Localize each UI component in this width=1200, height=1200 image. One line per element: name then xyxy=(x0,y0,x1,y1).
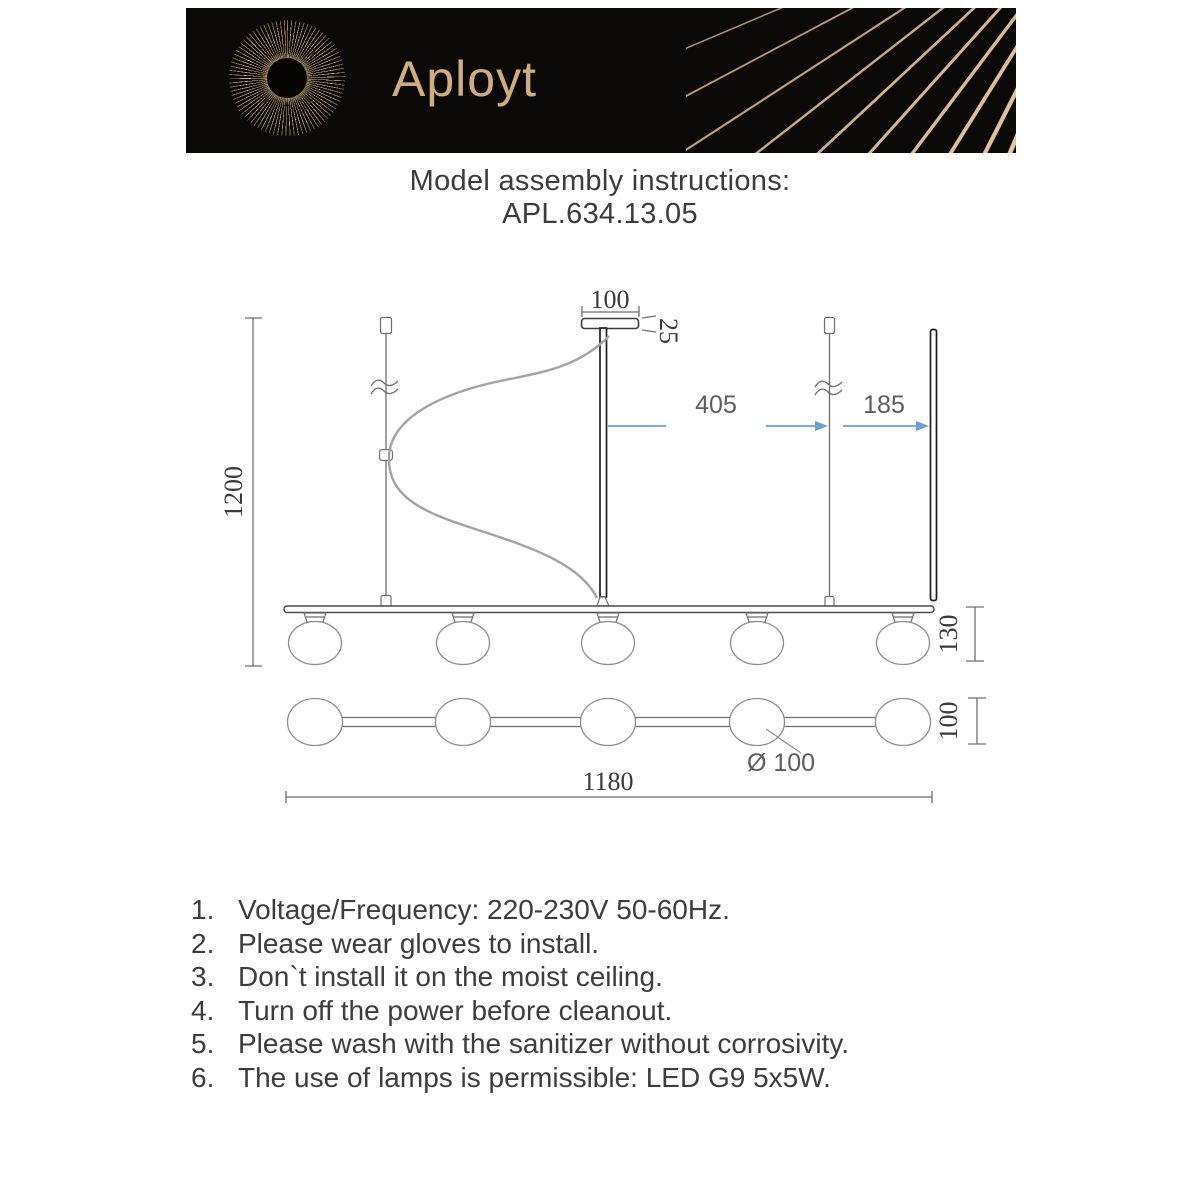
dim-span-185-label: 185 xyxy=(863,391,905,419)
instruction-text: Turn off the power before cleanout. xyxy=(238,994,673,1026)
instruction-item xyxy=(191,893,849,927)
globes-side-view xyxy=(289,613,930,665)
dim-overall-length-label: 1180 xyxy=(582,767,634,796)
instruction-text: Please wear gloves to install. xyxy=(238,927,600,959)
instruction-item xyxy=(191,994,849,1028)
instruction-number: 3. xyxy=(191,961,215,992)
dim-overall-length xyxy=(286,767,932,803)
dim-globe-drop-label: 130 xyxy=(934,614,963,654)
globe-1 xyxy=(289,613,342,665)
globe-3 xyxy=(582,613,635,665)
dim-overall-height-label: 1200 xyxy=(219,466,248,518)
dim-globe-drop xyxy=(934,607,984,661)
dim-span-405 xyxy=(608,391,828,431)
instruction-number: 6. xyxy=(191,1061,215,1093)
instruction-item xyxy=(191,927,849,961)
dim-canopy-width-label: 100 xyxy=(590,285,630,314)
instruction-list xyxy=(191,893,849,1094)
dim-span-185 xyxy=(843,391,929,431)
model-number: APL.634.13.05 xyxy=(502,198,698,230)
globe-5 xyxy=(877,613,930,665)
central-rod xyxy=(597,328,609,606)
instruction-number: 1. xyxy=(191,894,215,925)
brand-name: Aployt xyxy=(392,51,537,107)
instruction-number: 2. xyxy=(191,927,215,959)
dim-globe-diameter-label: Ø 100 xyxy=(746,749,816,777)
instruction-item xyxy=(191,960,849,994)
fixture-top-view xyxy=(288,699,931,778)
left-suspension-wire xyxy=(371,318,398,607)
instruction-text: Voltage/Frequency: 220-230V 50-60Hz. xyxy=(238,894,730,925)
dim-bar-depth-label: 100 xyxy=(934,701,963,741)
instruction-text: Please wash with the sanitizer without corrosivity. xyxy=(238,1028,850,1059)
dim-span-405-label: 405 xyxy=(695,391,737,419)
dim-canopy-depth-label: 25 xyxy=(654,318,683,344)
dim-overall-height xyxy=(219,318,262,666)
instruction-text: The use of lamps is permissible: LED G9 5x5W. xyxy=(238,1061,831,1093)
globe-4 xyxy=(731,613,784,665)
instruction-item xyxy=(191,1061,849,1095)
dim-bar-depth xyxy=(934,698,986,744)
fixture-bar-side-view xyxy=(284,606,934,613)
page-title-line1: Model assembly instructions: xyxy=(409,165,791,197)
right-rod xyxy=(931,330,937,601)
instruction-number: 4. xyxy=(191,994,215,1026)
power-cable xyxy=(389,336,609,598)
instruction-number: 5. xyxy=(191,1028,215,1059)
instruction-text: Don`t install it on the moist ceiling. xyxy=(238,961,663,992)
instruction-item xyxy=(191,1027,849,1061)
middle-suspension-wire xyxy=(815,318,842,607)
ceiling-canopy xyxy=(582,285,684,344)
globe-2 xyxy=(437,613,490,665)
